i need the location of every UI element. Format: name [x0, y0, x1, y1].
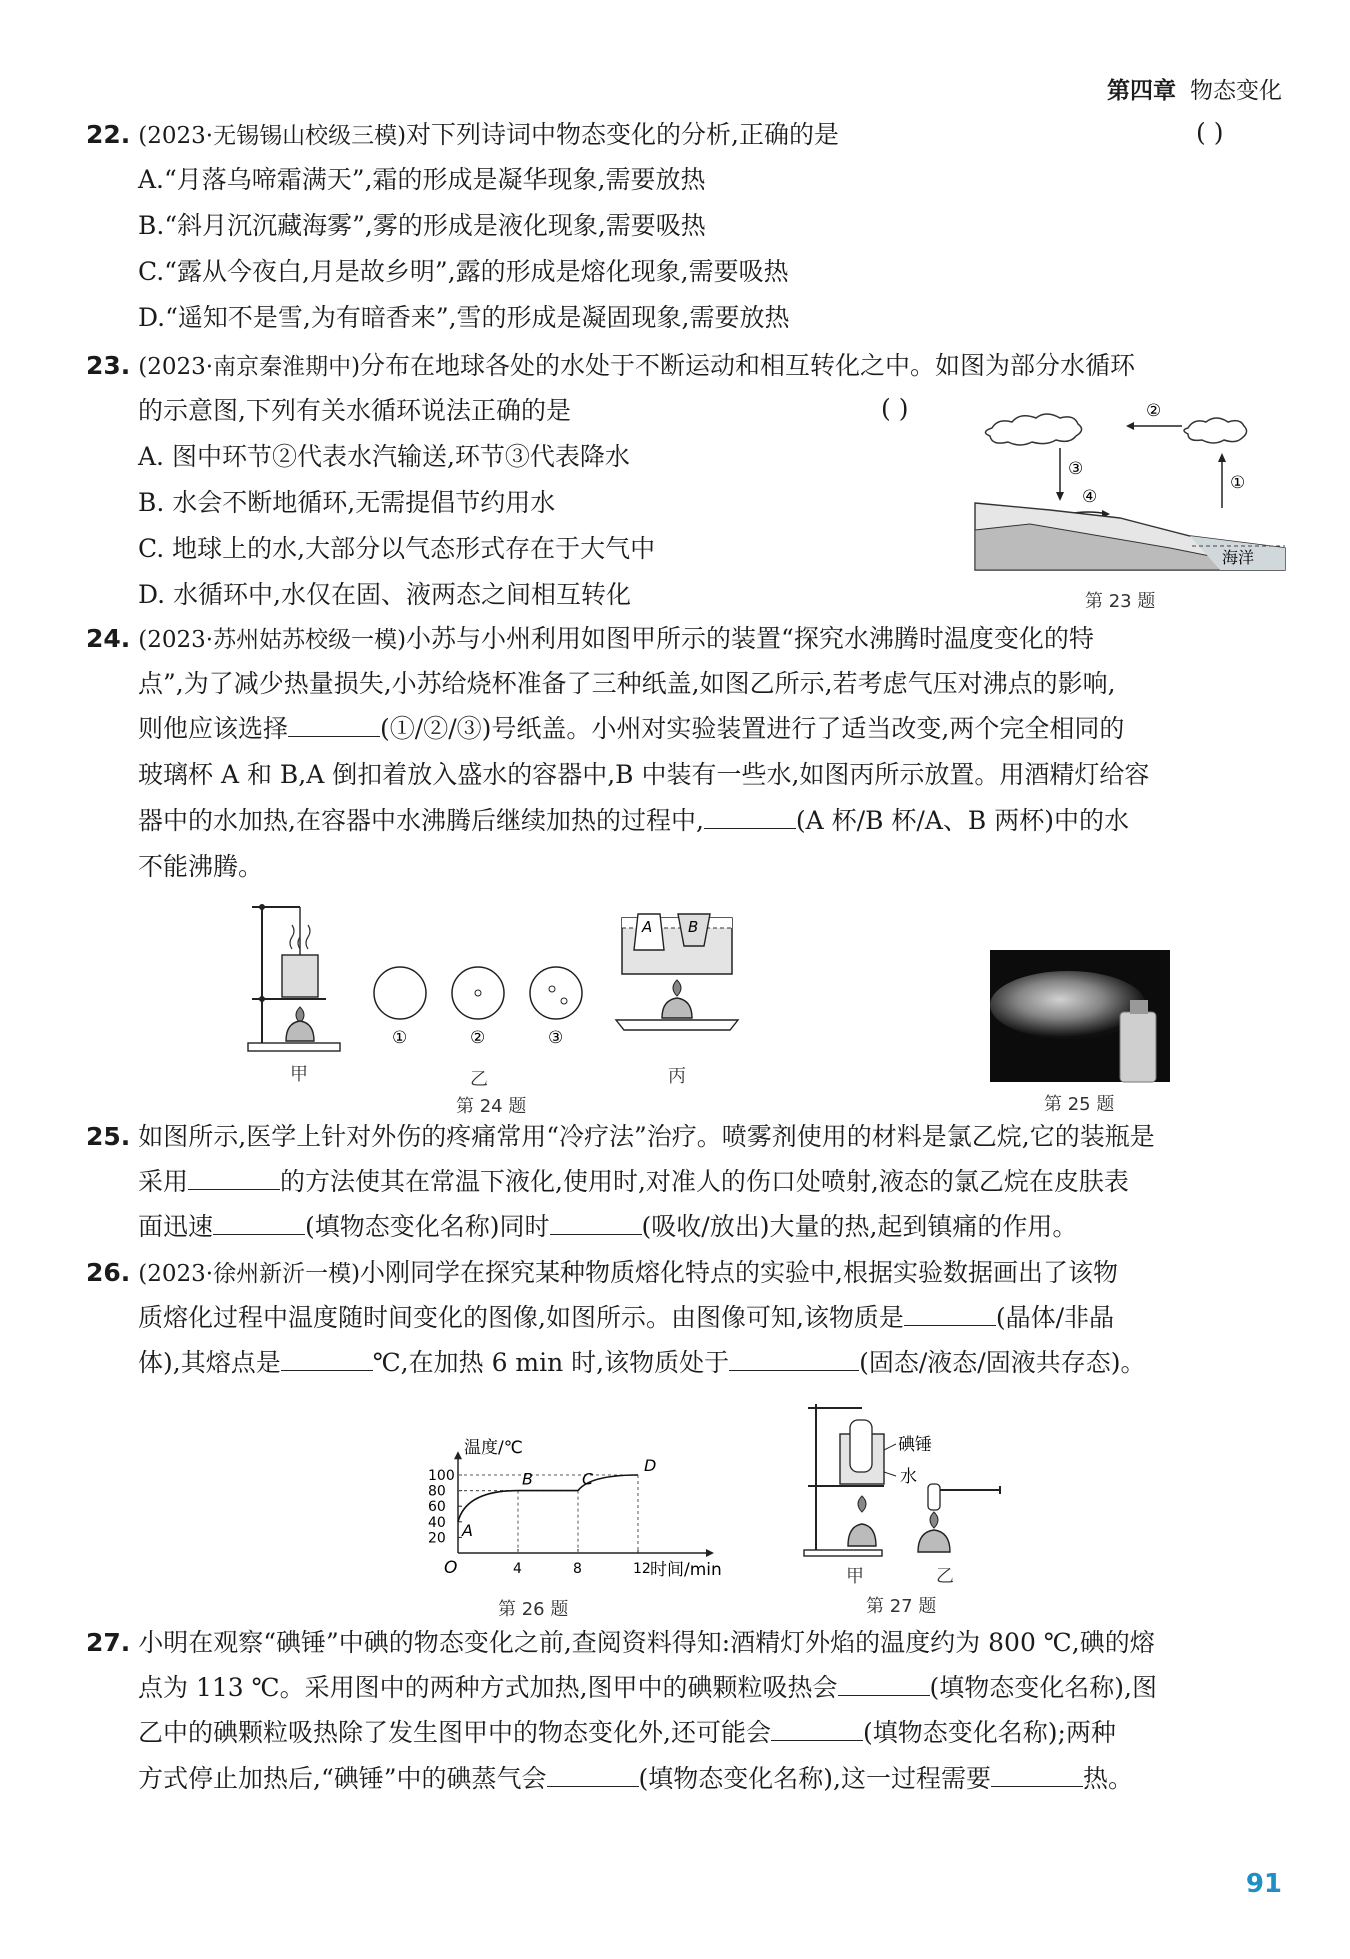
sub-label-yi-24: 乙 [470, 1069, 488, 1090]
answer-paren: ( ) [881, 394, 909, 423]
answer-blank-jia[interactable] [838, 1671, 930, 1696]
sub-label-bing-24: 丙 [668, 1066, 686, 1087]
flame-icon [858, 1496, 866, 1512]
clamp-knob-2 [259, 996, 265, 1002]
text-line-5b: (A 杯/B 杯/A、B 两杯)中的水 [795, 806, 1129, 835]
lid-label-3: ③ [548, 1028, 564, 1048]
answer-blank-cup[interactable] [704, 804, 796, 829]
answer-blank-vapor[interactable] [547, 1762, 639, 1787]
beaker [282, 955, 318, 997]
text-line-4: 玻璃杯 A 和 B,A 倒扣着放入盛水的容器中,B 中装有一些水,如图丙所示放置。用酒精灯给容 [138, 760, 1150, 789]
origin-label: O [444, 1558, 458, 1578]
cloud-right-icon [1184, 418, 1247, 443]
text-line-3a: 体),其熔点是 [138, 1348, 281, 1377]
question-stem: 对下列诗词中物态变化的分析,正确的是 [406, 120, 839, 149]
chapter-number: 第四章 [1107, 78, 1176, 104]
text-line-4a: 方式停止加热后,“碘锤”中的碘蒸气会 [138, 1764, 547, 1793]
answer-blank-heat[interactable] [550, 1210, 642, 1235]
lid-3-hole-b [561, 998, 567, 1004]
option-d: D. 水循环中,水仅在固、液两态之间相互转化 [138, 580, 631, 609]
answer-blank-method[interactable] [188, 1165, 280, 1190]
leader-water [884, 1472, 896, 1476]
boiling-apparatus-diagram [240, 895, 350, 1055]
question-source: (2023·苏州姑苏校级一模) [138, 627, 407, 653]
label-water: 水 [900, 1467, 917, 1487]
label-iodine-hammer: 碘锤 [898, 1435, 932, 1455]
option-a: A. 图中环节②代表水汽输送,环节③代表降水 [138, 442, 630, 471]
text-line-3a: 则他应该选择 [138, 714, 289, 743]
x-axis-label: 时间/min [650, 1560, 722, 1580]
spray-nozzle-icon [1130, 1000, 1148, 1014]
figure-caption-23: 第 23 题 [1085, 591, 1156, 612]
y-tick-label: 40 [428, 1514, 446, 1531]
melting-curve-chart [410, 1425, 722, 1595]
cup-label-b: B [688, 918, 699, 936]
text-line-3b: (填物态变化名称);两种 [862, 1718, 1116, 1747]
question-source: (2023·徐州新沂一模) [138, 1261, 361, 1287]
point-label-b: B [522, 1469, 533, 1489]
answer-blank-yi[interactable] [771, 1716, 863, 1741]
spray-photo [990, 950, 1170, 1082]
alcohol-lamp-icon [662, 998, 692, 1018]
text-line-1: 如图所示,医学上针对外伤的疼痛常用“冷疗法”治疗。喷雾剂使用的材料是氯乙烷,它的装瓶是 [138, 1122, 1155, 1151]
iodine-hammer-jia [850, 1420, 872, 1472]
text-line-2a: 质熔化过程中温度随时间变化的图像,如图所示。由图像可知,该物质是 [138, 1303, 904, 1332]
text-line-2b: (晶体/非晶 [995, 1303, 1115, 1332]
cloud-left-icon [985, 414, 1081, 445]
text-line-4b: (填物态变化名称),这一过程需要 [638, 1764, 991, 1793]
text-line-4c: 热。 [1082, 1764, 1133, 1793]
alcohol-lamp-icon [848, 1524, 876, 1546]
flame-icon [673, 980, 681, 996]
text-line-2a: 点为 113 ℃。采用图中的两种方式加热,图甲中的碘颗粒吸热会 [138, 1673, 838, 1702]
arrowhead-transport [1126, 422, 1134, 430]
stand-base [248, 1043, 340, 1051]
curve-segment-ab [458, 1491, 518, 1522]
question-number: 22. [86, 120, 131, 149]
question-stem: 分布在地球各处的水处于不断运动和相互转化之中。如图为部分水循环 [360, 351, 1136, 380]
text-line-3b: ℃,在加热 6 min 时,该物质处于 [372, 1348, 730, 1377]
option-c: C.“露从今夜白,月是故乡明”,露的形成是熔化现象,需要吸热 [138, 257, 789, 286]
text-line-2: 点”,为了减少热量损失,小苏给烧杯准备了三种纸盖,如图乙所示,若考虑气压对沸点的影响, [138, 669, 1116, 698]
figure-caption-24: 第 24 题 [456, 1096, 527, 1117]
text-line-6: 不能沸腾。 [138, 852, 264, 881]
y-tick-label: 60 [428, 1499, 446, 1516]
text-line-1: 小明在观察“碘锤”中碘的物态变化之前,查阅资料得知:酒精灯外焰的温度约为 800 ℃,碘的熔 [138, 1628, 1155, 1657]
answer-paren: ( ) [1196, 118, 1224, 147]
question-source: (2023·无锡锡山校级三模) [138, 123, 407, 149]
label-2: ② [1146, 401, 1162, 421]
flame-icon [930, 1512, 938, 1528]
page-number: 91 [1245, 1869, 1282, 1899]
lid-label-2: ② [470, 1028, 486, 1048]
figure-caption-25: 第 25 题 [1044, 1094, 1115, 1115]
point-label-c: C [582, 1469, 594, 1489]
label-3: ③ [1068, 459, 1084, 479]
option-a: A.“月落乌啼霜满天”,霜的形成是凝华现象,需要放热 [138, 165, 706, 194]
arrowhead-precipitation [1056, 492, 1064, 501]
question-number: 23. [86, 351, 131, 380]
answer-blank-lid[interactable] [288, 712, 380, 737]
spray-can-icon [1120, 1012, 1156, 1082]
chapter-title: 物态变化 [1190, 78, 1282, 104]
text-line-3c: (固态/液态/固液共存态)。 [859, 1348, 1146, 1377]
text-line-3b: (①/②/③)号纸盖。小州对实验装置进行了适当改变,两个完全相同的 [380, 714, 1125, 743]
label-1: ① [1230, 473, 1246, 493]
text-line-2b: (填物态变化名称),图 [929, 1673, 1157, 1702]
y-tick-label: 100 [428, 1468, 455, 1484]
base-plate [616, 1020, 738, 1030]
text-line-1: 小刚同学在探究某种物质熔化特点的实验中,根据实验数据画出了该物 [360, 1258, 1118, 1287]
text-line-1: 小苏与小州利用如图甲所示的装置“探究水沸腾时温度变化的特 [406, 624, 1094, 653]
lid-label-1: ① [392, 1028, 408, 1048]
y-tick-label: 80 [428, 1483, 446, 1500]
x-axis-arrow [706, 1549, 714, 1557]
alcohol-lamp-icon [286, 1021, 314, 1041]
answer-blank-state[interactable] [729, 1346, 859, 1371]
clamp-knob [259, 904, 265, 910]
figure-caption-26: 第 26 题 [498, 1599, 569, 1620]
option-c: C. 地球上的水,大部分以气态形式存在于大气中 [138, 534, 656, 563]
question-number: 24. [86, 624, 131, 653]
arrowhead-evaporation [1218, 453, 1226, 462]
lid-3 [530, 967, 582, 1019]
text-line-2a: 采用 [138, 1167, 189, 1196]
point-label-d: D [644, 1456, 657, 1475]
paper-lids-diagram [368, 965, 588, 1048]
text-line-3a: 乙中的碘颗粒吸热除了发生图甲中的物态变化外,还可能会 [138, 1718, 771, 1747]
question-source: (2023·南京秦淮期中) [138, 354, 361, 380]
iodine-hammer-yi [928, 1484, 940, 1510]
lid-1 [374, 967, 426, 1019]
sub-label-jia-24: 甲 [290, 1064, 308, 1085]
figure-caption-27: 第 27 题 [866, 1596, 937, 1617]
point-label-a: A [462, 1520, 473, 1540]
text-line-3c: (吸收/放出)大量的热,起到镇痛的作用。 [641, 1212, 1078, 1241]
question-number: 26. [86, 1258, 131, 1287]
option-b: B. 水会不断地循环,无需提倡节约用水 [138, 488, 556, 517]
question-number: 25. [86, 1122, 131, 1151]
ocean-label: 海洋 [1222, 548, 1255, 567]
answer-blank-type[interactable] [904, 1301, 996, 1326]
y-axis-label: 温度/℃ [464, 1438, 523, 1459]
answer-blank-heat-direction[interactable] [991, 1762, 1083, 1787]
container-cups-diagram [612, 910, 742, 1050]
leader-hammer [884, 1444, 896, 1450]
answer-blank-change[interactable] [213, 1210, 305, 1235]
stand-base-jia [804, 1550, 882, 1556]
alcohol-lamp-icon [918, 1530, 950, 1552]
sub-label-jia-27: 甲 [846, 1566, 864, 1587]
water-cycle-diagram [970, 398, 1290, 578]
x-tick-label: 4 [513, 1561, 522, 1577]
sub-label-yi-27: 乙 [936, 1566, 954, 1587]
text-line-3a: 面迅速 [138, 1212, 214, 1241]
iodine-hammer-diagram [800, 1400, 1010, 1560]
y-tick-label: 20 [428, 1530, 446, 1547]
question-stem-2: 的示意图,下列有关水循环说法正确的是 [138, 396, 571, 425]
answer-blank-melting-point[interactable] [281, 1346, 373, 1371]
text-line-3b: (填物态变化名称)同时 [305, 1212, 550, 1241]
x-tick-label: 12 [633, 1561, 651, 1577]
y-axis-arrow [454, 1451, 462, 1459]
lid-3-hole-a [549, 986, 555, 992]
lid-2 [452, 967, 504, 1019]
x-tick-label: 8 [573, 1561, 582, 1577]
chapter-header [1107, 72, 1282, 105]
option-b: B.“斜月沉沉藏海雾”,雾的形成是液化现象,需要吸热 [138, 211, 706, 240]
text-line-2b: 的方法使其在常温下液化,使用时,对准人的伤口处喷射,液态的氯乙烷在皮肤表 [280, 1167, 1129, 1196]
lid-2-hole [475, 990, 481, 996]
text-line-5a: 器中的水加热,在容器中水沸腾后继续加热的过程中, [138, 806, 704, 835]
cup-label-a: A [642, 918, 653, 936]
label-4: ④ [1082, 487, 1098, 507]
option-d: D.“遥知不是雪,为有暗香来”,雪的形成是凝固现象,需要放热 [138, 303, 790, 332]
question-number: 27. [86, 1628, 131, 1657]
